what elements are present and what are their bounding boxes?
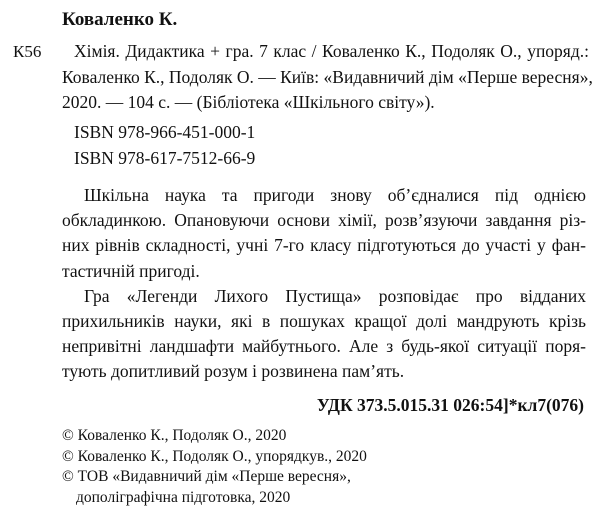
- copyright-block: [62, 426, 367, 508]
- annotation-line: тастичній пригоді.: [62, 259, 586, 284]
- annotation-line: обкладинкою. Опановуючи основи хімії, розв’язуючи завдання різ-: [62, 208, 586, 233]
- index-code: К56: [13, 41, 41, 63]
- copyright-line: © Коваленко К., Подоляк О., 2020: [62, 426, 367, 447]
- author-heading: Коваленко К.: [62, 8, 177, 32]
- biblio-line: 2020. — 104 с. — (Бібліотека «Шкільного світу»).: [62, 90, 589, 116]
- isbn-number: ISBN 978-966-451-000-1: [74, 120, 255, 146]
- annotation: [62, 183, 586, 385]
- copyright-line: дополіграфічна підготовка, 2020: [62, 488, 367, 508]
- biblio-line: Хімія. Дидактика + гра. 7 клас / Коваленко К., Подоляк О., упоряд.:: [74, 39, 589, 65]
- isbn-list: [74, 120, 255, 171]
- udc-code: УДК 373.5.015.31 026:54]*кл7(076): [317, 393, 584, 417]
- annotation-line: прихильників науки, які в пошуках кращої долі мандрують крізь: [62, 309, 586, 334]
- isbn-number: ISBN 978-617-7512-66-9: [74, 146, 255, 172]
- annotation-line: них рівнів складності, учні 7-го класу підготуються до участі у фан-: [62, 233, 586, 258]
- copyright-line: © Коваленко К., Подоляк О., упорядкув., 2020: [62, 447, 367, 468]
- bibliographic-description: [74, 39, 589, 116]
- annotation-line: Шкільна наука та пригоди знову об’єдналися під однією: [62, 183, 586, 208]
- annotation-line: непривітні ландшафти майбутнього. Але з будь-якої ситуації поря-: [62, 334, 586, 359]
- copyright-line: © ТОВ «Видавничий дім «Перше вересня»,: [62, 467, 367, 488]
- annotation-line: Гра «Легенди Лихого Пустища» розповідає про відданих: [62, 284, 586, 309]
- annotation-line: тують допитливий розум і розвинена пам’ять.: [62, 359, 586, 384]
- biblio-line: Коваленко К., Подоляк О. — Київ: «Видавничий дім «Перше вересня»,: [62, 65, 589, 91]
